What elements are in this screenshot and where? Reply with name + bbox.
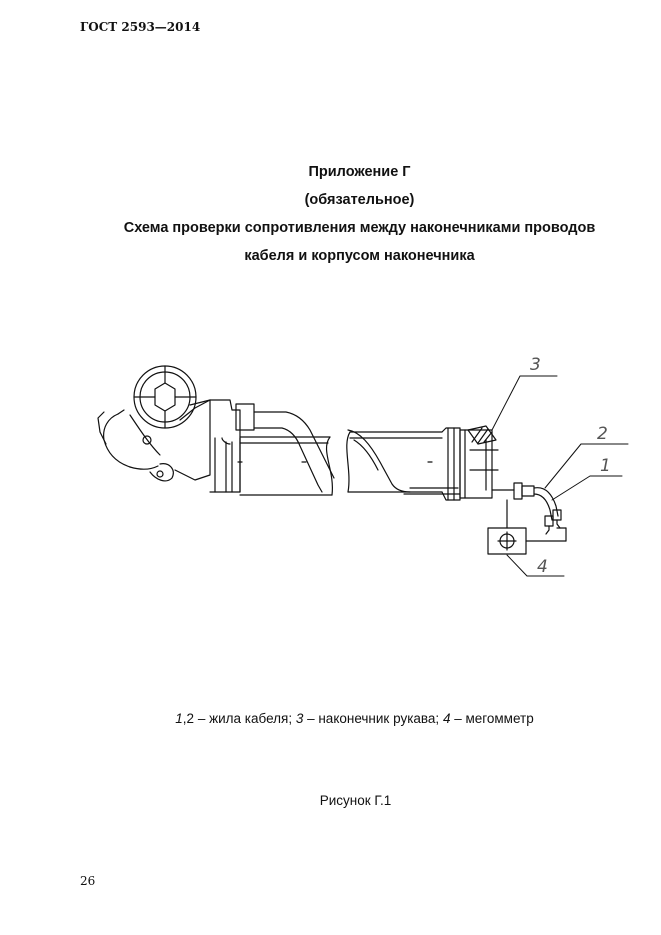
appendix-status: (обязательное) (304, 192, 415, 208)
appendix-heading-line-1: Схема проверки сопротивления между наконечниками проводов (123, 220, 596, 236)
cable-connector-drawing (492, 483, 561, 534)
hose-tip-drawing (468, 426, 496, 444)
appendix-title: Приложение Г (308, 164, 411, 180)
figure-caption (0, 793, 661, 808)
callout-4: 4 (537, 557, 548, 577)
megohmmeter-drawing (488, 500, 566, 554)
standard-header: ГОСТ 2593—2014 (80, 20, 201, 34)
legend-number-4: 4 (442, 711, 451, 726)
handwheel-drawing (134, 366, 196, 428)
hose-drawing (210, 400, 498, 500)
legend-number-1: 1 (175, 711, 183, 726)
callout-1: 1 (600, 456, 611, 476)
valve-body-drawing (98, 400, 210, 481)
page-number: 26 (80, 874, 96, 888)
callout-2: 2 (597, 424, 608, 444)
legend-number-3: 3 (295, 711, 304, 726)
figure-legend (0, 711, 661, 726)
legend-text-megohmmeter: – мегомметр (450, 711, 534, 726)
hose-resistance-test-diagram (0, 340, 661, 600)
legend-text-tip: – наконечник рукава; (303, 711, 443, 726)
figure-caption-text: Рисунок Г.1 (319, 793, 392, 808)
appendix-title-block (0, 158, 661, 270)
callout-3: 3 (530, 355, 541, 375)
appendix-heading-line-2: кабеля и корпусом наконечника (244, 248, 475, 264)
legend-text-wire: – жила кабеля; (194, 711, 296, 726)
legend-number-2: ,2 (182, 711, 195, 726)
